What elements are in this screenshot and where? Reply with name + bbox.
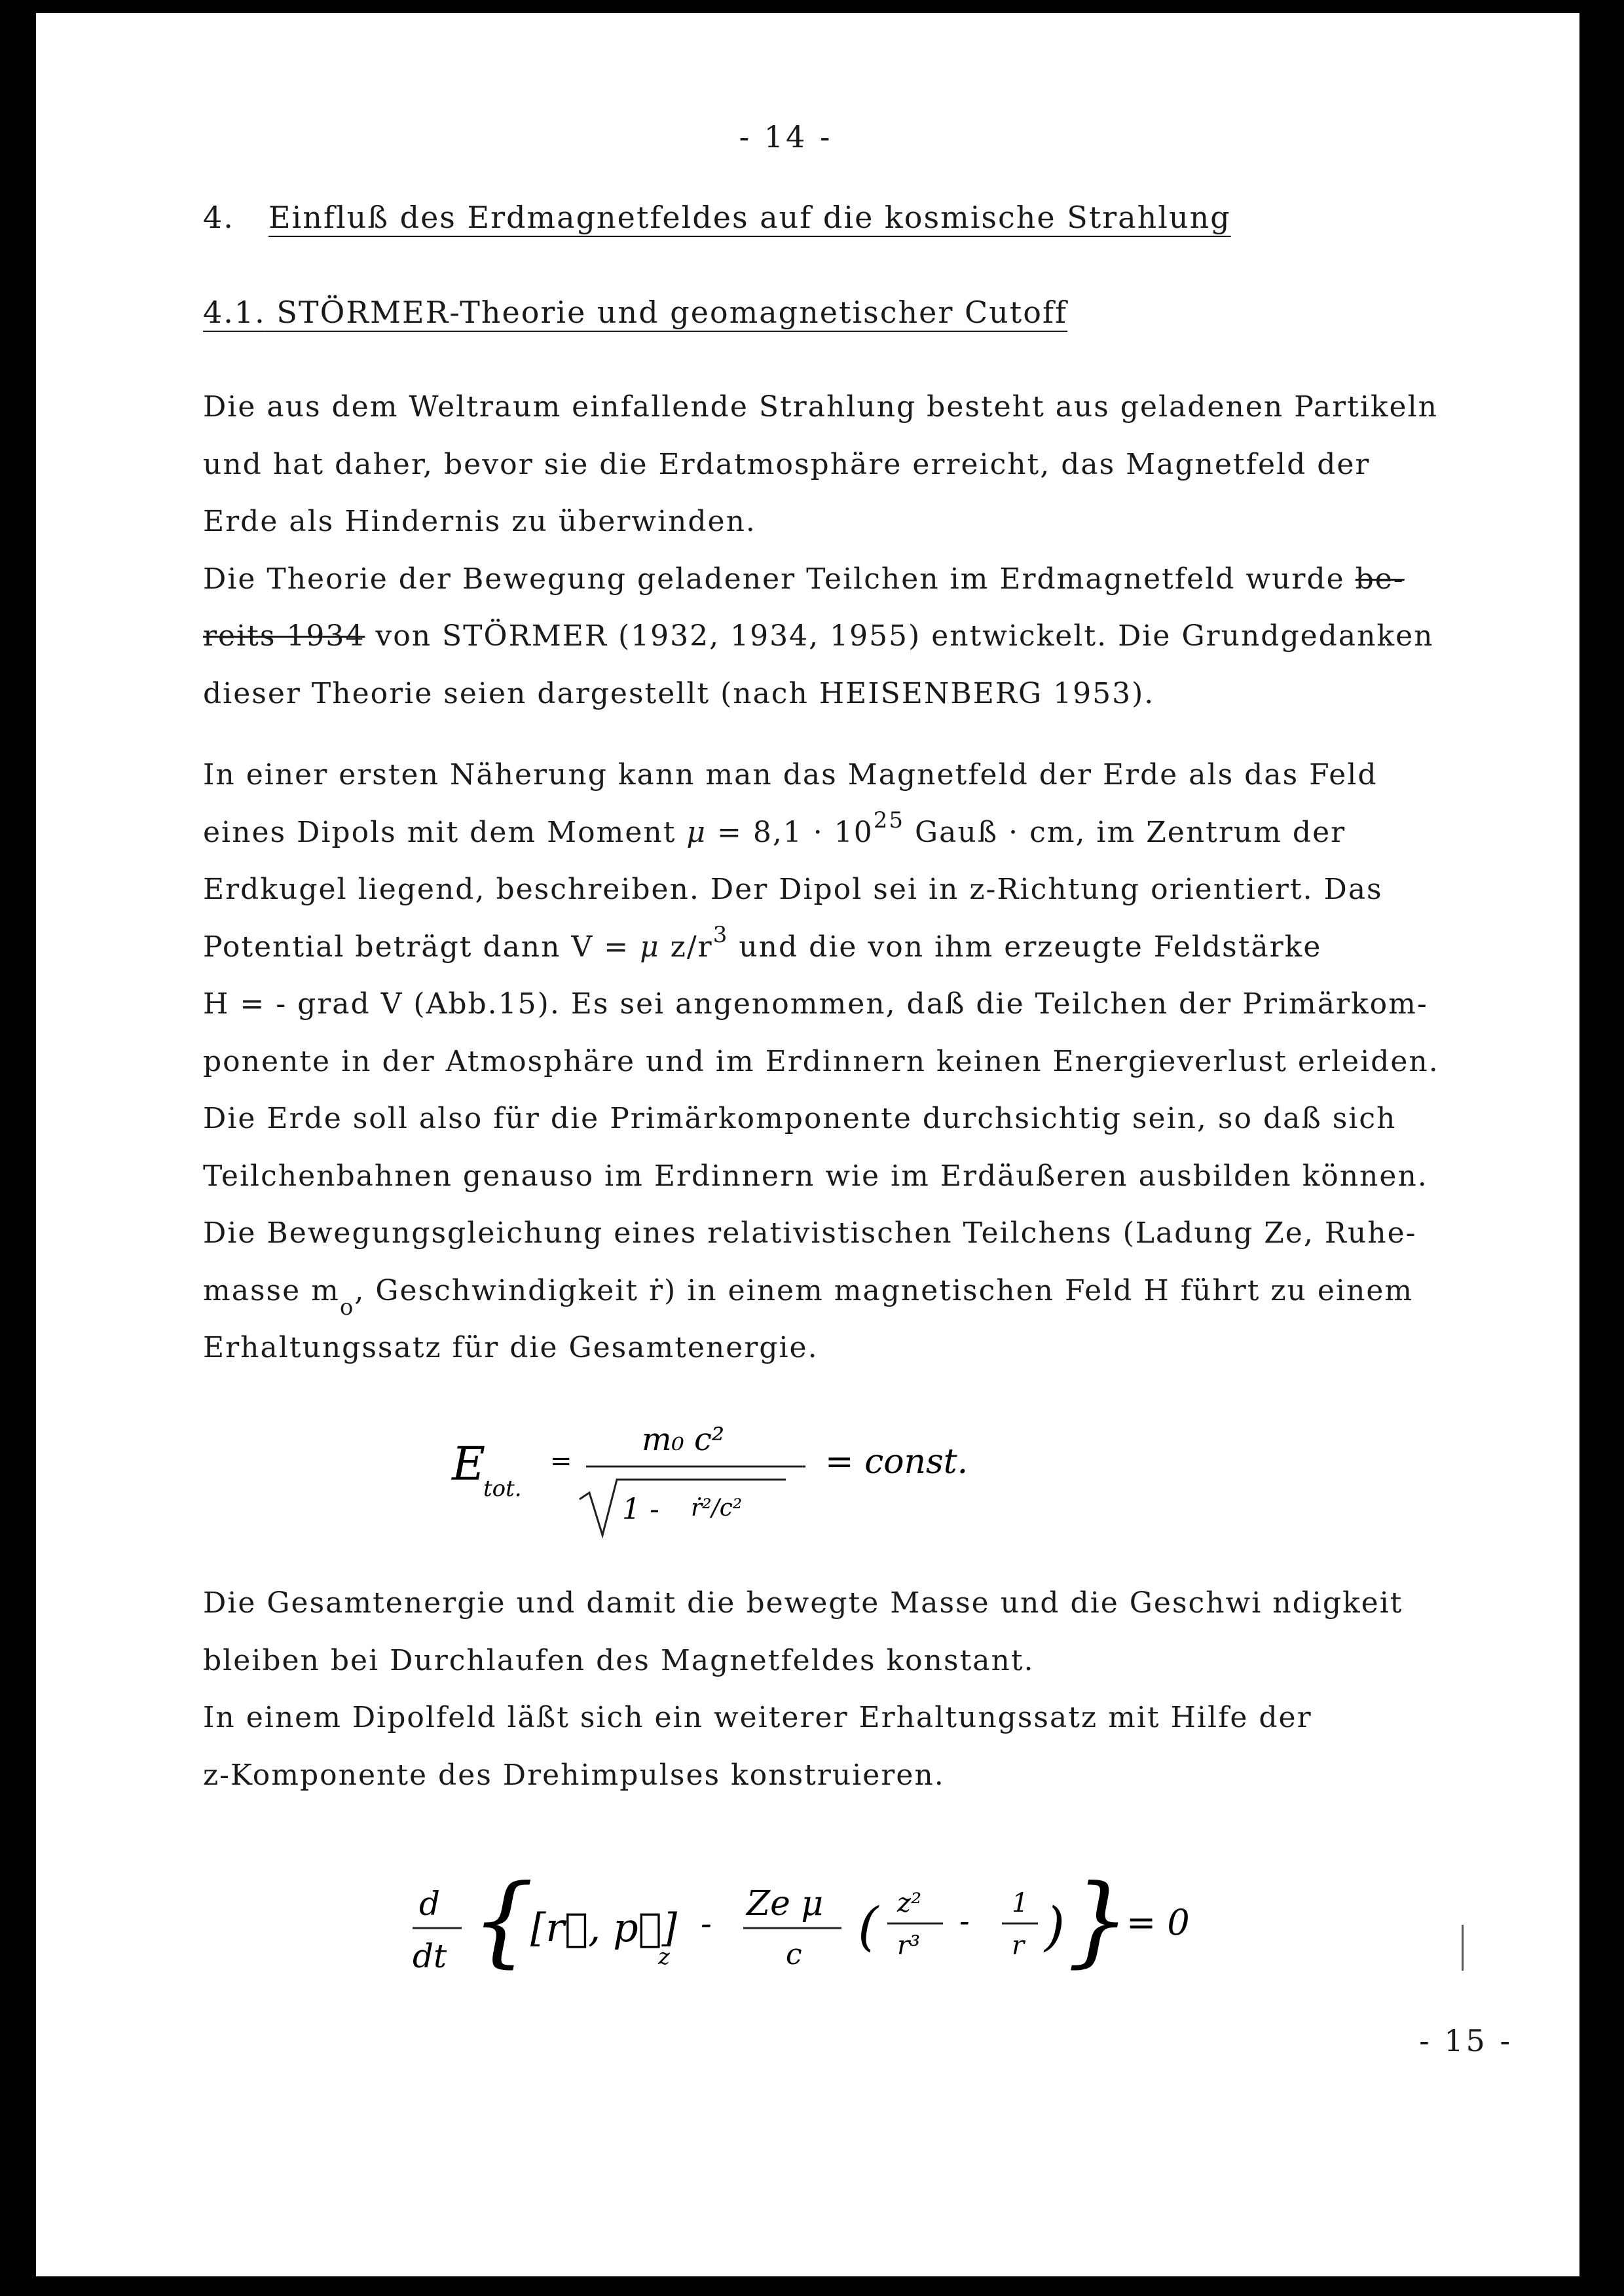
text-line: Erdkugel liegend, beschreiben. Der Dipol sei in z-Richtung orientiert. Das xyxy=(203,873,1383,906)
mu-symbol: μ xyxy=(686,815,707,849)
section-heading xyxy=(203,200,1231,235)
paragraph-3 xyxy=(203,1575,1526,1804)
scan-border-left xyxy=(0,0,36,2296)
struck-text: be- xyxy=(1355,562,1405,596)
text-span: ) in einem magnetischen Feld H führt zu einem xyxy=(664,1273,1414,1307)
text-line: und hat daher, bevor sie die Erdatmosphäre erreicht, das Magnetfeld der xyxy=(203,447,1371,481)
cross-product: [r⃗, p⃗] xyxy=(530,1905,678,1951)
formula-equals: = xyxy=(550,1446,572,1476)
text-line: Die Gesamtenergie und damit die bewegte Masse und die Geschwi ndigkeit xyxy=(203,1586,1403,1620)
text-span: von STÖRMER (1932, 1934, 1955) entwickelt. Die Grundgedanken xyxy=(365,619,1434,653)
text-line: In einem Dipolfeld läßt sich ein weiterer Erhaltungssatz mit Hilfe der xyxy=(203,1701,1312,1734)
text-line xyxy=(203,608,1526,665)
formula-numerator: m₀ c² xyxy=(642,1421,725,1458)
curly-brace-close: } xyxy=(1067,1866,1130,1978)
derivative-numerator: d xyxy=(419,1885,441,1923)
text-span: masse m xyxy=(203,1273,340,1307)
scan-border-top xyxy=(0,0,1624,13)
text-line xyxy=(203,919,1526,976)
sqrt-sign xyxy=(580,1480,786,1535)
text-span: , Geschwindigkeit xyxy=(354,1273,649,1307)
text-line: Die Erde soll also für die Primärkomponente durchsichtig sein, so daß sich xyxy=(203,1102,1397,1135)
margin-mark xyxy=(1462,1925,1464,1971)
struck-text: reits 1934 xyxy=(203,619,365,653)
text-line: Erhaltungssatz für die Gesamtenergie. xyxy=(203,1331,819,1364)
text-span: Potential beträgt dann V = xyxy=(203,930,640,964)
text-line: Die aus dem Weltraum einfallende Strahlung besteht aus geladenen Partikeln xyxy=(203,390,1438,424)
scan-border-right xyxy=(1579,0,1624,2296)
page-number-top: - 14 - xyxy=(739,119,833,155)
subsection-number: 4.1. xyxy=(203,295,266,330)
text-span: Gauß · cm, im Zentrum der xyxy=(904,815,1346,849)
text-line xyxy=(203,551,1526,608)
text-span: = 8,1 · 10 xyxy=(707,815,874,849)
scan-border-bottom xyxy=(0,2276,1624,2296)
text-span: Die Theorie der Bewegung geladener Teilchen im Erdmagnetfeld wurde xyxy=(203,562,1356,596)
fraction-numerator: Ze μ xyxy=(747,1884,824,1923)
r-cubed: r³ xyxy=(897,1931,921,1961)
text-line xyxy=(203,1262,1526,1320)
angular-momentum-formula xyxy=(399,1866,1251,2010)
paren-close: ) xyxy=(1044,1896,1065,1957)
formula-lhs-subscript: tot. xyxy=(483,1476,522,1502)
formula-denominator: 1 - xyxy=(622,1493,659,1526)
one: 1 xyxy=(1012,1888,1029,1918)
mu-symbol: μ xyxy=(640,930,660,964)
text-span: z/r xyxy=(659,930,713,964)
minus-sign: - xyxy=(701,1904,712,1942)
text-line: In einer ersten Näherung kann man das Magnetfeld der Erde als das Feld xyxy=(203,758,1378,792)
subsection-heading xyxy=(203,295,1067,330)
text-span: eines Dipols mit dem Moment xyxy=(203,815,687,849)
text-line: H = - grad V (Abb.15). Es sei angenommen, daß die Teilchen der Primärkom- xyxy=(203,987,1428,1021)
energy-formula xyxy=(445,1414,1035,1558)
section-number: 4. xyxy=(203,200,234,235)
text-line: z-Komponente des Drehimpulses konstruieren. xyxy=(203,1758,945,1792)
paragraph-1 xyxy=(203,378,1526,722)
subsection-title: STÖRMER-Theorie und geomagnetischer Cutoff xyxy=(276,295,1068,330)
page-number-bottom: - 15 - xyxy=(1419,2023,1513,2058)
text-line: Die Bewegungsgleichung eines relativistischen Teilchens (Ladung Ze, Ruhe- xyxy=(203,1216,1417,1250)
text-line: dieser Theorie seien dargestellt (nach HEISENBERG 1953). xyxy=(203,676,1155,710)
subscript: o xyxy=(339,1294,355,1321)
minus-sign: - xyxy=(959,1903,970,1939)
r: r xyxy=(1012,1931,1025,1961)
formula-denominator-term: ṙ²/c² xyxy=(691,1495,743,1522)
text-line: bleiben bei Durchlaufen des Magnetfeldes konstant. xyxy=(203,1643,1035,1677)
exponent: 3 xyxy=(712,921,729,948)
section-title: Einfluß des Erdmagnetfeldes auf die kosmische Strahlung xyxy=(268,200,1231,235)
text-span: und die von ihm erzeugte Feldstärke xyxy=(728,930,1322,964)
derivative-denominator: dt xyxy=(413,1937,447,1975)
exponent: 25 xyxy=(873,807,905,833)
paren-open: ( xyxy=(858,1896,879,1957)
curly-brace-open: { xyxy=(471,1866,534,1978)
text-line xyxy=(203,804,1526,862)
text-line: Teilchenbahnen genauso im Erdinnern wie im Erdäußeren ausbilden können. xyxy=(203,1159,1428,1193)
cross-product-subscript: z xyxy=(658,1944,670,1970)
velocity-symbol: ṙ xyxy=(649,1273,665,1307)
text-line: ponente in der Atmosphäre und im Erdinnern keinen Energieverlust erleiden. xyxy=(203,1044,1439,1078)
z-squared: z² xyxy=(897,1888,922,1918)
equals-zero: = 0 xyxy=(1126,1902,1190,1943)
paragraph-2 xyxy=(203,746,1526,1377)
formula-lhs: E xyxy=(452,1437,486,1491)
formula-rhs: = const. xyxy=(825,1442,969,1482)
text-line: Erde als Hindernis zu überwinden. xyxy=(203,505,756,538)
fraction-denominator: c xyxy=(786,1938,802,1971)
